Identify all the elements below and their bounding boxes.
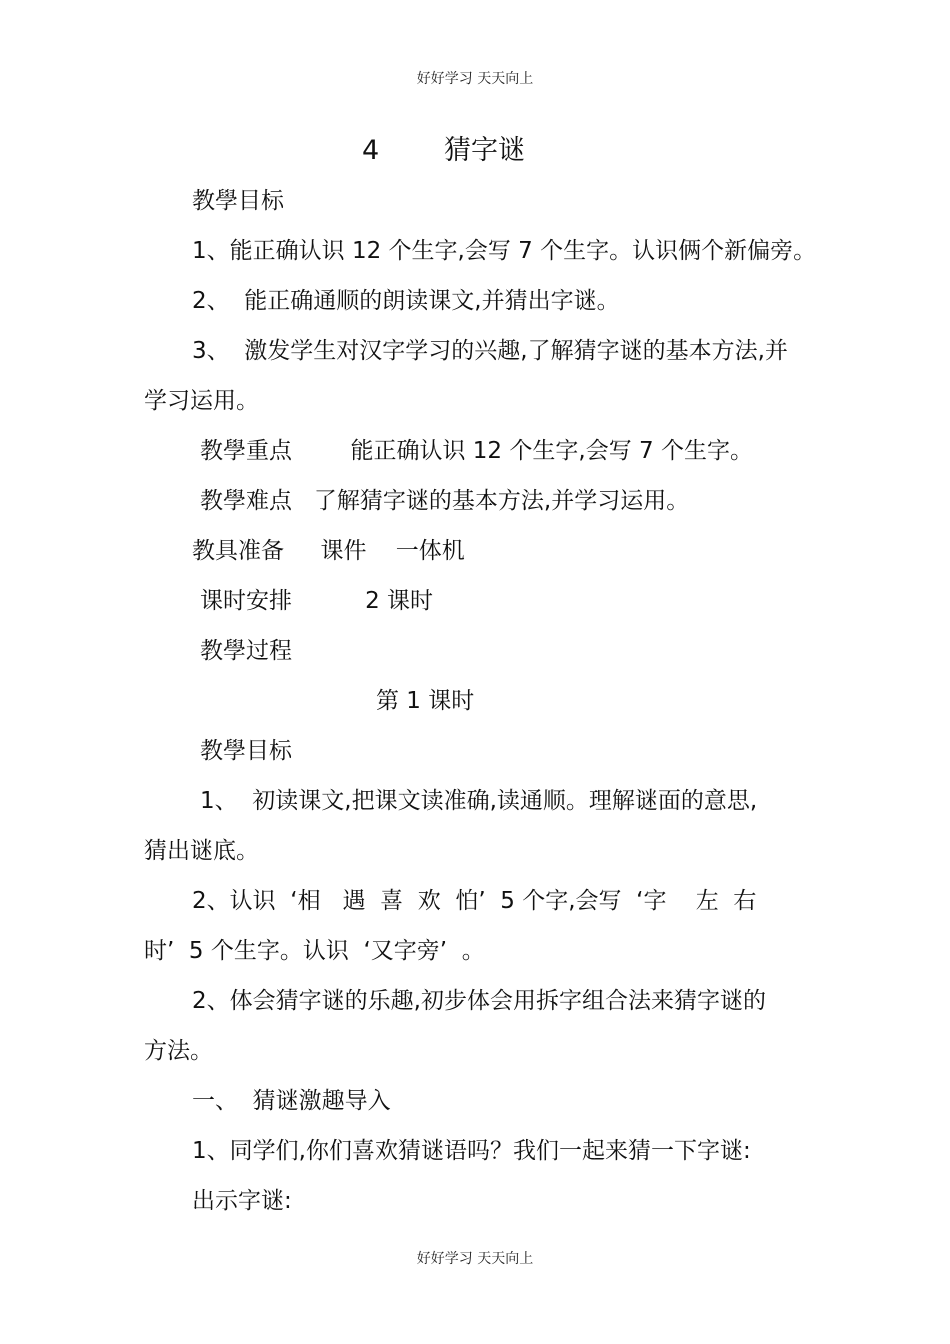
period-heading: 第 1 课时 [376,688,475,714]
teaching-aids: 教具准备 课件 一体机 [192,538,465,564]
page-header: 好好学习 天天向上 [416,71,534,87]
objective-3: 3、 激发学生对汉字学习的兴趣,了解猜字谜的基本方法,并 [192,338,788,364]
period-objectives-heading: 教學目标 [200,738,292,764]
schedule: 课时安排 2 课时 [200,588,434,614]
objective-3-continued: 学习运用。 [144,388,259,414]
period-objective-1: 1、 初读课文,把课文读准确,读通顺。理解谜面的意思, [200,788,758,814]
step-1-heading: 一、 猜谜激趣导入 [192,1088,391,1114]
objective-1: 1、能正确认识 12 个生字,会写 7 个生字。认识俩个新偏旁。 [192,238,817,264]
step-1-text: 1、同学们,你们喜欢猜谜语吗？我们一起来猜一下字谜: [192,1138,751,1164]
section-heading-objectives: 教學目标 [192,188,284,214]
objective-2: 2、 能正确通顺的朗读课文,并猜出字谜。 [192,288,620,314]
difficult-points: 教學难点 了解猜字谜的基本方法,并学习运用。 [200,488,690,514]
period-objective-1-continued: 猜出谜底。 [144,838,259,864]
step-1-riddle-label: 出示字谜: [192,1188,292,1214]
key-points: 教學重点 能正确认识 12 个生字,会写 7 个生字。 [200,438,753,464]
period-objective-2-continued: 时’ 5 个生字。认识 ‘又字旁’ 。 [144,938,485,964]
period-objective-2: 2、认识 ‘相 遇 喜 欢 怕’ 5 个字,会写 ‘字 左 右 [192,888,757,914]
section-heading-process: 教學过程 [200,638,292,664]
period-objective-3: 2、体会猜字谜的乐趣,初步体会用拆字组合法来猜字谜的 [192,988,766,1014]
page-footer: 好好学习 天天向上 [416,1251,534,1267]
lesson-number: 4 [362,135,380,166]
period-objective-3-continued: 方法。 [144,1038,213,1064]
lesson-title: 猜字谜 [444,135,525,166]
